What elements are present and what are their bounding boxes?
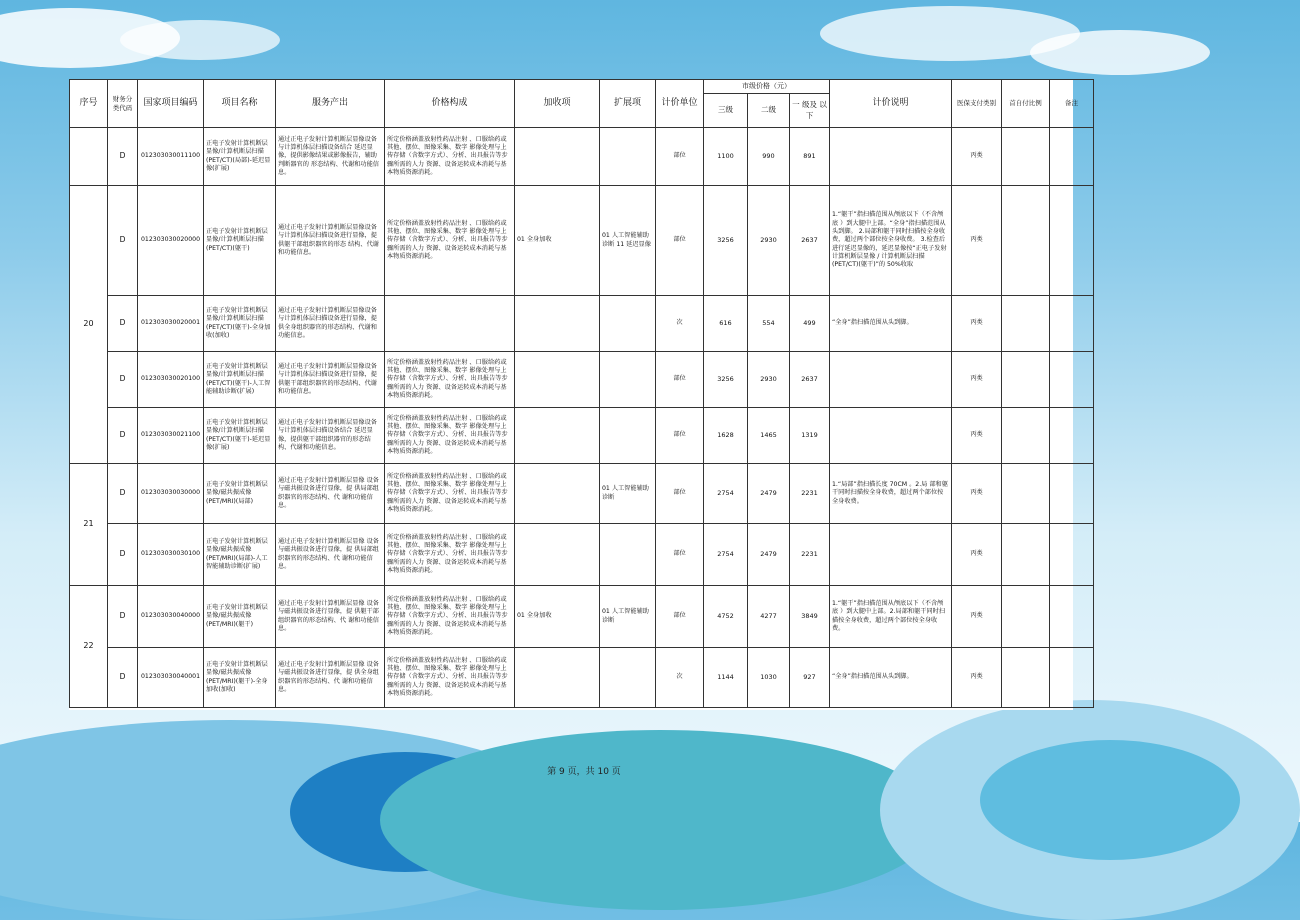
ext-item-cell: 01 人工智能辅助 诊断: [600, 586, 656, 648]
insurance-cell: 丙类: [952, 464, 1002, 524]
fin-code-cell: D: [108, 464, 138, 524]
description-cell: “全身”指扫描范围从头到脚。: [830, 648, 952, 708]
header-service-output: 服务产出: [276, 80, 385, 128]
unit-cell: 次: [656, 296, 704, 352]
unit-cell: 部位: [656, 186, 704, 296]
code-cell: 012303030020000: [138, 186, 204, 296]
price-composition-cell: 所定价格涵盖放射性药品注射 、口服给药或其他、摆位、图像采集、数字 影像处理与上传存储（含数字方式）、分析、出具报告等步骤所需的人力 资源、设备运转成本消耗与基本物质资源消耗。: [385, 524, 515, 586]
ext-item-cell: [600, 352, 656, 408]
cloud-decoration: [120, 20, 280, 60]
self-pay-cell: [1002, 408, 1050, 464]
price-composition-cell: 所定价格涵盖放射性药品注射 、口服给药或其他、摆位、图像采集、数字 影像处理与上传存储（含数字方式）、分析、出具报告等步骤所需的人力 资源、设备运转成本消耗与基本物质资源消耗。: [385, 186, 515, 296]
header-item-name: 项目名称: [204, 80, 276, 128]
service-cell: 通过正电子发射计算机断层显像 设备与磁共振设备进行显像，提 供局部组织器官的形态结构、代 谢和功能信息。: [276, 524, 385, 586]
seq-cell: 22: [70, 586, 108, 708]
description-cell: [830, 128, 952, 186]
table-row: [70, 524, 1094, 586]
description-cell: [830, 524, 952, 586]
note-cell: [1050, 296, 1094, 352]
self-pay-cell: [1002, 524, 1050, 586]
insurance-cell: 丙类: [952, 128, 1002, 186]
fin-code-cell: D: [108, 186, 138, 296]
add-item-cell: [515, 464, 600, 524]
note-cell: [1050, 408, 1094, 464]
header-description: 计价说明: [830, 80, 952, 128]
unit-cell: 部位: [656, 352, 704, 408]
insurance-cell: 丙类: [952, 352, 1002, 408]
cloud-decoration: [1030, 30, 1210, 75]
code-cell: 012303030040001: [138, 648, 204, 708]
price-level-2: 2930: [748, 186, 790, 296]
header-note: 备注: [1050, 80, 1094, 128]
seq-cell: [70, 128, 108, 186]
table-row: [70, 586, 1094, 648]
price-level-3: 1628: [704, 408, 748, 464]
header-seq: 序号: [70, 80, 108, 128]
service-cell: 通过正电子发射计算机断层显像 设备与磁共振设备进行显像，提 供躯干部组织器官的形态结构、代 谢和功能信息。: [276, 586, 385, 648]
page-footer: 第 9 页，共 10 页: [547, 767, 621, 777]
add-item-cell: [515, 408, 600, 464]
service-cell: 通过正电子发射计算机断层显像设备与计算机体层扫描设备进行显像，提供全身组织器官的形态结构、代谢和功能信息。: [276, 296, 385, 352]
service-cell: 通过正电子发射计算机断层显像设备与计算机体层扫描设备进行显像，提供躯干部组织器官的形态 结构、代谢和功能信息。: [276, 186, 385, 296]
price-level-2: 2479: [748, 524, 790, 586]
header-national-code: 国家项目编码: [138, 80, 204, 128]
add-item-cell: 01 全身加收: [515, 186, 600, 296]
unit-cell: 次: [656, 648, 704, 708]
header-add-item: 加收项: [515, 80, 600, 128]
service-cell: 通过正电子发射计算机断层显像设备与计算机体层扫描设备结合 延迟显像，提供影像结果或影像报告，辅助判断器官的 形态结构、代谢和功能信息。: [276, 128, 385, 186]
header-market-price: 市级价格（元）: [704, 80, 830, 94]
table-row: [70, 186, 1094, 296]
code-cell: 012303030040000: [138, 586, 204, 648]
table-row: [70, 464, 1094, 524]
self-pay-cell: [1002, 296, 1050, 352]
unit-cell: 部位: [656, 524, 704, 586]
service-cell: 通过正电子发射计算机断层显像 设备与磁共振设备进行显像，提 供全身组织器官的形态结构、代 谢和功能信息。: [276, 648, 385, 708]
price-level-1: 3849: [790, 586, 830, 648]
price-composition-cell: 所定价格涵盖放射性药品注射 、口服给药或其他、摆位、图像采集、数字 影像处理与上传存储（含数字方式）、分析、出具报告等步骤所需的人力 资源、设备运转成本消耗与基本物质资源消耗。: [385, 352, 515, 408]
price-level-2: 554: [748, 296, 790, 352]
unit-cell: 部位: [656, 586, 704, 648]
self-pay-cell: [1002, 586, 1050, 648]
ext-item-cell: [600, 408, 656, 464]
service-cell: 通过正电子发射计算机断层显像设备与计算机体层扫描设备进行显像，提供躯干部组织器官的形态结构、代谢和功能信息。: [276, 352, 385, 408]
price-level-3: 2754: [704, 464, 748, 524]
ext-item-cell: [600, 128, 656, 186]
table-row: [70, 352, 1094, 408]
price-level-1: 891: [790, 128, 830, 186]
fin-code-cell: D: [108, 648, 138, 708]
code-cell: 012303030030000: [138, 464, 204, 524]
description-cell: “全身”指扫描范围从头到脚。: [830, 296, 952, 352]
header-self-pay-ratio: 首自付比例: [1002, 80, 1050, 128]
self-pay-cell: [1002, 648, 1050, 708]
name-cell: 正电子发射计算机断层显像/磁共振成像(PET/MRI)(局部): [204, 464, 276, 524]
name-cell: 正电子发射计算机断层显像/磁共振成像(PET/MRI)(躯干)-全身加收(加收): [204, 648, 276, 708]
price-level-1: 2637: [790, 352, 830, 408]
price-level-2: 2479: [748, 464, 790, 524]
price-composition-cell: 所定价格涵盖放射性药品注射 、口服给药或其他、摆位、图像采集、数字 影像处理与上传存储（含数字方式）、分析、出具报告等步骤所需的人力 资源、设备运转成本消耗与基本物质资源消耗。: [385, 464, 515, 524]
price-composition-cell: 所定价格涵盖放射性药品注射 、口服给药或其他、摆位、图像采集、数字 影像处理与上传存储（含数字方式）、分析、出具报告等步骤所需的人力 资源、设备运转成本消耗与基本物质资源消耗。: [385, 408, 515, 464]
price-level-1: 499: [790, 296, 830, 352]
description-cell: 1.“躯干”指扫描范围从颅底以下（不含颅底 ）到大腿中上部。“全身”指扫描范围从头到脚。 2.局部和躯干同时扫描按全身收费，超过两个部位按全身收费。 3.检查后进行延迟显像的，延迟显像按“正电子发射计算机断层显像 / 计算机断层扫描(PET/CT)(躯干)”的 50%收取: [830, 186, 952, 296]
code-cell: 012303030011100: [138, 128, 204, 186]
header-unit: 计价单位: [656, 80, 704, 128]
fin-code-cell: D: [108, 128, 138, 186]
name-cell: 正电子发射计算机断层显像/计算机断层扫描(PET/CT)(躯干)-延迟显像(扩展): [204, 408, 276, 464]
self-pay-cell: [1002, 464, 1050, 524]
add-item-cell: [515, 296, 600, 352]
price-level-2: 1030: [748, 648, 790, 708]
name-cell: 正电子发射计算机断层显像/计算机断层扫描(PET/CT)(躯干)-全身加收(加收): [204, 296, 276, 352]
insurance-cell: 丙类: [952, 186, 1002, 296]
price-level-3: 3256: [704, 186, 748, 296]
description-cell: 1.“局部”指扫描长度 70CM 。2.局 部和躯干同时扫描按全身收费，超过两个部位按全身收费。: [830, 464, 952, 524]
add-item-cell: [515, 128, 600, 186]
fin-code-cell: D: [108, 352, 138, 408]
price-level-3: 1144: [704, 648, 748, 708]
fin-code-cell: D: [108, 296, 138, 352]
table-row: [70, 128, 1094, 186]
wave-decoration: [380, 730, 940, 910]
price-level-1: 927: [790, 648, 830, 708]
code-cell: 012303030021100: [138, 408, 204, 464]
seq-cell: 21: [70, 464, 108, 586]
insurance-cell: 丙类: [952, 586, 1002, 648]
ext-item-cell: 01 人工智能辅助诊断 11 延迟显像: [600, 186, 656, 296]
name-cell: 正电子发射计算机断层显像/计算机断层扫描(PET/CT)(局部)-延迟显像(扩展): [204, 128, 276, 186]
ext-item-cell: [600, 524, 656, 586]
description-cell: 1.“躯干”指扫描范围从颅底以下（不含颅底 ）到大腿中上部。2.局部和躯干同时扫描按全身收费，超过两个部位按全身收费。: [830, 586, 952, 648]
name-cell: 正电子发射计算机断层显像/计算机断层扫描(PET/CT)(躯干)-人工智能辅助诊断(扩展): [204, 352, 276, 408]
header-level-1: 一 级及 以下: [790, 94, 830, 128]
header-level-3: 三级: [704, 94, 748, 128]
price-level-3: 2754: [704, 524, 748, 586]
price-table-sheet: [69, 79, 1078, 710]
price-level-1: 2231: [790, 524, 830, 586]
add-item-cell: [515, 648, 600, 708]
note-cell: [1050, 352, 1094, 408]
header-ext-item: 扩展项: [600, 80, 656, 128]
add-item-cell: 01 全身加收: [515, 586, 600, 648]
self-pay-cell: [1002, 186, 1050, 296]
insurance-cell: 丙类: [952, 648, 1002, 708]
header-level-2: 二级: [748, 94, 790, 128]
note-cell: [1050, 128, 1094, 186]
ext-item-cell: [600, 648, 656, 708]
note-cell: [1050, 524, 1094, 586]
price-level-2: 2930: [748, 352, 790, 408]
self-pay-cell: [1002, 352, 1050, 408]
description-cell: [830, 408, 952, 464]
price-table: [69, 79, 1094, 708]
insurance-cell: 丙类: [952, 524, 1002, 586]
table-row: [70, 296, 1094, 352]
add-item-cell: [515, 524, 600, 586]
price-level-3: 4752: [704, 586, 748, 648]
price-level-3: 616: [704, 296, 748, 352]
price-level-1: 2231: [790, 464, 830, 524]
fin-code-cell: D: [108, 586, 138, 648]
header-price-composition: 价格构成: [385, 80, 515, 128]
table-row: [70, 648, 1094, 708]
header-fin-code: 财务分类代码: [108, 80, 138, 128]
price-level-1: 2637: [790, 186, 830, 296]
ext-item-cell: [600, 296, 656, 352]
price-level-2: 1465: [748, 408, 790, 464]
fin-code-cell: D: [108, 524, 138, 586]
note-cell: [1050, 464, 1094, 524]
wave-decoration: [980, 740, 1240, 860]
table-row: [70, 408, 1094, 464]
service-cell: 通过正电子发射计算机断层显像设备与计算机体层扫描设备结合 延迟显像，提供躯干部组织器官的形态结构、代谢和功能信息。: [276, 408, 385, 464]
add-item-cell: [515, 352, 600, 408]
price-level-3: 3256: [704, 352, 748, 408]
note-cell: [1050, 186, 1094, 296]
unit-cell: 部位: [656, 464, 704, 524]
description-cell: [830, 352, 952, 408]
price-level-1: 1319: [790, 408, 830, 464]
service-cell: 通过正电子发射计算机断层显像 设备与磁共振设备进行显像，提 供局部组织器官的形态结构、代 谢和功能信息。: [276, 464, 385, 524]
ext-item-cell: 01 人工智能辅助 诊断: [600, 464, 656, 524]
code-cell: 012303030020001: [138, 296, 204, 352]
header-insurance-category: 医保支付类别: [952, 80, 1002, 128]
note-cell: [1050, 648, 1094, 708]
name-cell: 正电子发射计算机断层显像/磁共振成像(PET/MRI)(躯干): [204, 586, 276, 648]
code-cell: 012303030030100: [138, 524, 204, 586]
price-composition-cell: 所定价格涵盖放射性药品注射 、口服给药或其他、摆位、图像采集、数字 影像处理与上传存储（含数字方式）、分析、出具报告等步骤所需的人力 资源、设备运转成本消耗与基本物质资源消耗。: [385, 128, 515, 186]
insurance-cell: 丙类: [952, 408, 1002, 464]
note-cell: [1050, 586, 1094, 648]
unit-cell: 部位: [656, 408, 704, 464]
insurance-cell: 丙类: [952, 296, 1002, 352]
code-cell: 012303030020100: [138, 352, 204, 408]
price-level-2: 990: [748, 128, 790, 186]
price-composition-cell: 所定价格涵盖放射性药品注射 、口服给药或其他、摆位、图像采集、数字 影像处理与上传存储（含数字方式）、分析、出具报告等步骤所需的人力 资源、设备运转成本消耗与基本物质资源消耗。: [385, 648, 515, 708]
price-level-2: 4277: [748, 586, 790, 648]
price-composition-cell: 所定价格涵盖放射性药品注射 、口服给药或其他、摆位、图像采集、数字 影像处理与上传存储（含数字方式）、分析、出具报告等步骤所需的人力 资源、设备运转成本消耗与基本物质资源消耗。: [385, 586, 515, 648]
name-cell: 正电子发射计算机断层显像/计算机断层扫描(PET/CT)(躯干): [204, 186, 276, 296]
fin-code-cell: D: [108, 408, 138, 464]
price-composition-cell: [385, 296, 515, 352]
unit-cell: 部位: [656, 128, 704, 186]
price-level-3: 1100: [704, 128, 748, 186]
seq-cell: 20: [70, 186, 108, 464]
self-pay-cell: [1002, 128, 1050, 186]
name-cell: 正电子发射计算机断层显像/磁共振成像(PET/MRI)(局部)-人工智能辅助诊断(扩展): [204, 524, 276, 586]
